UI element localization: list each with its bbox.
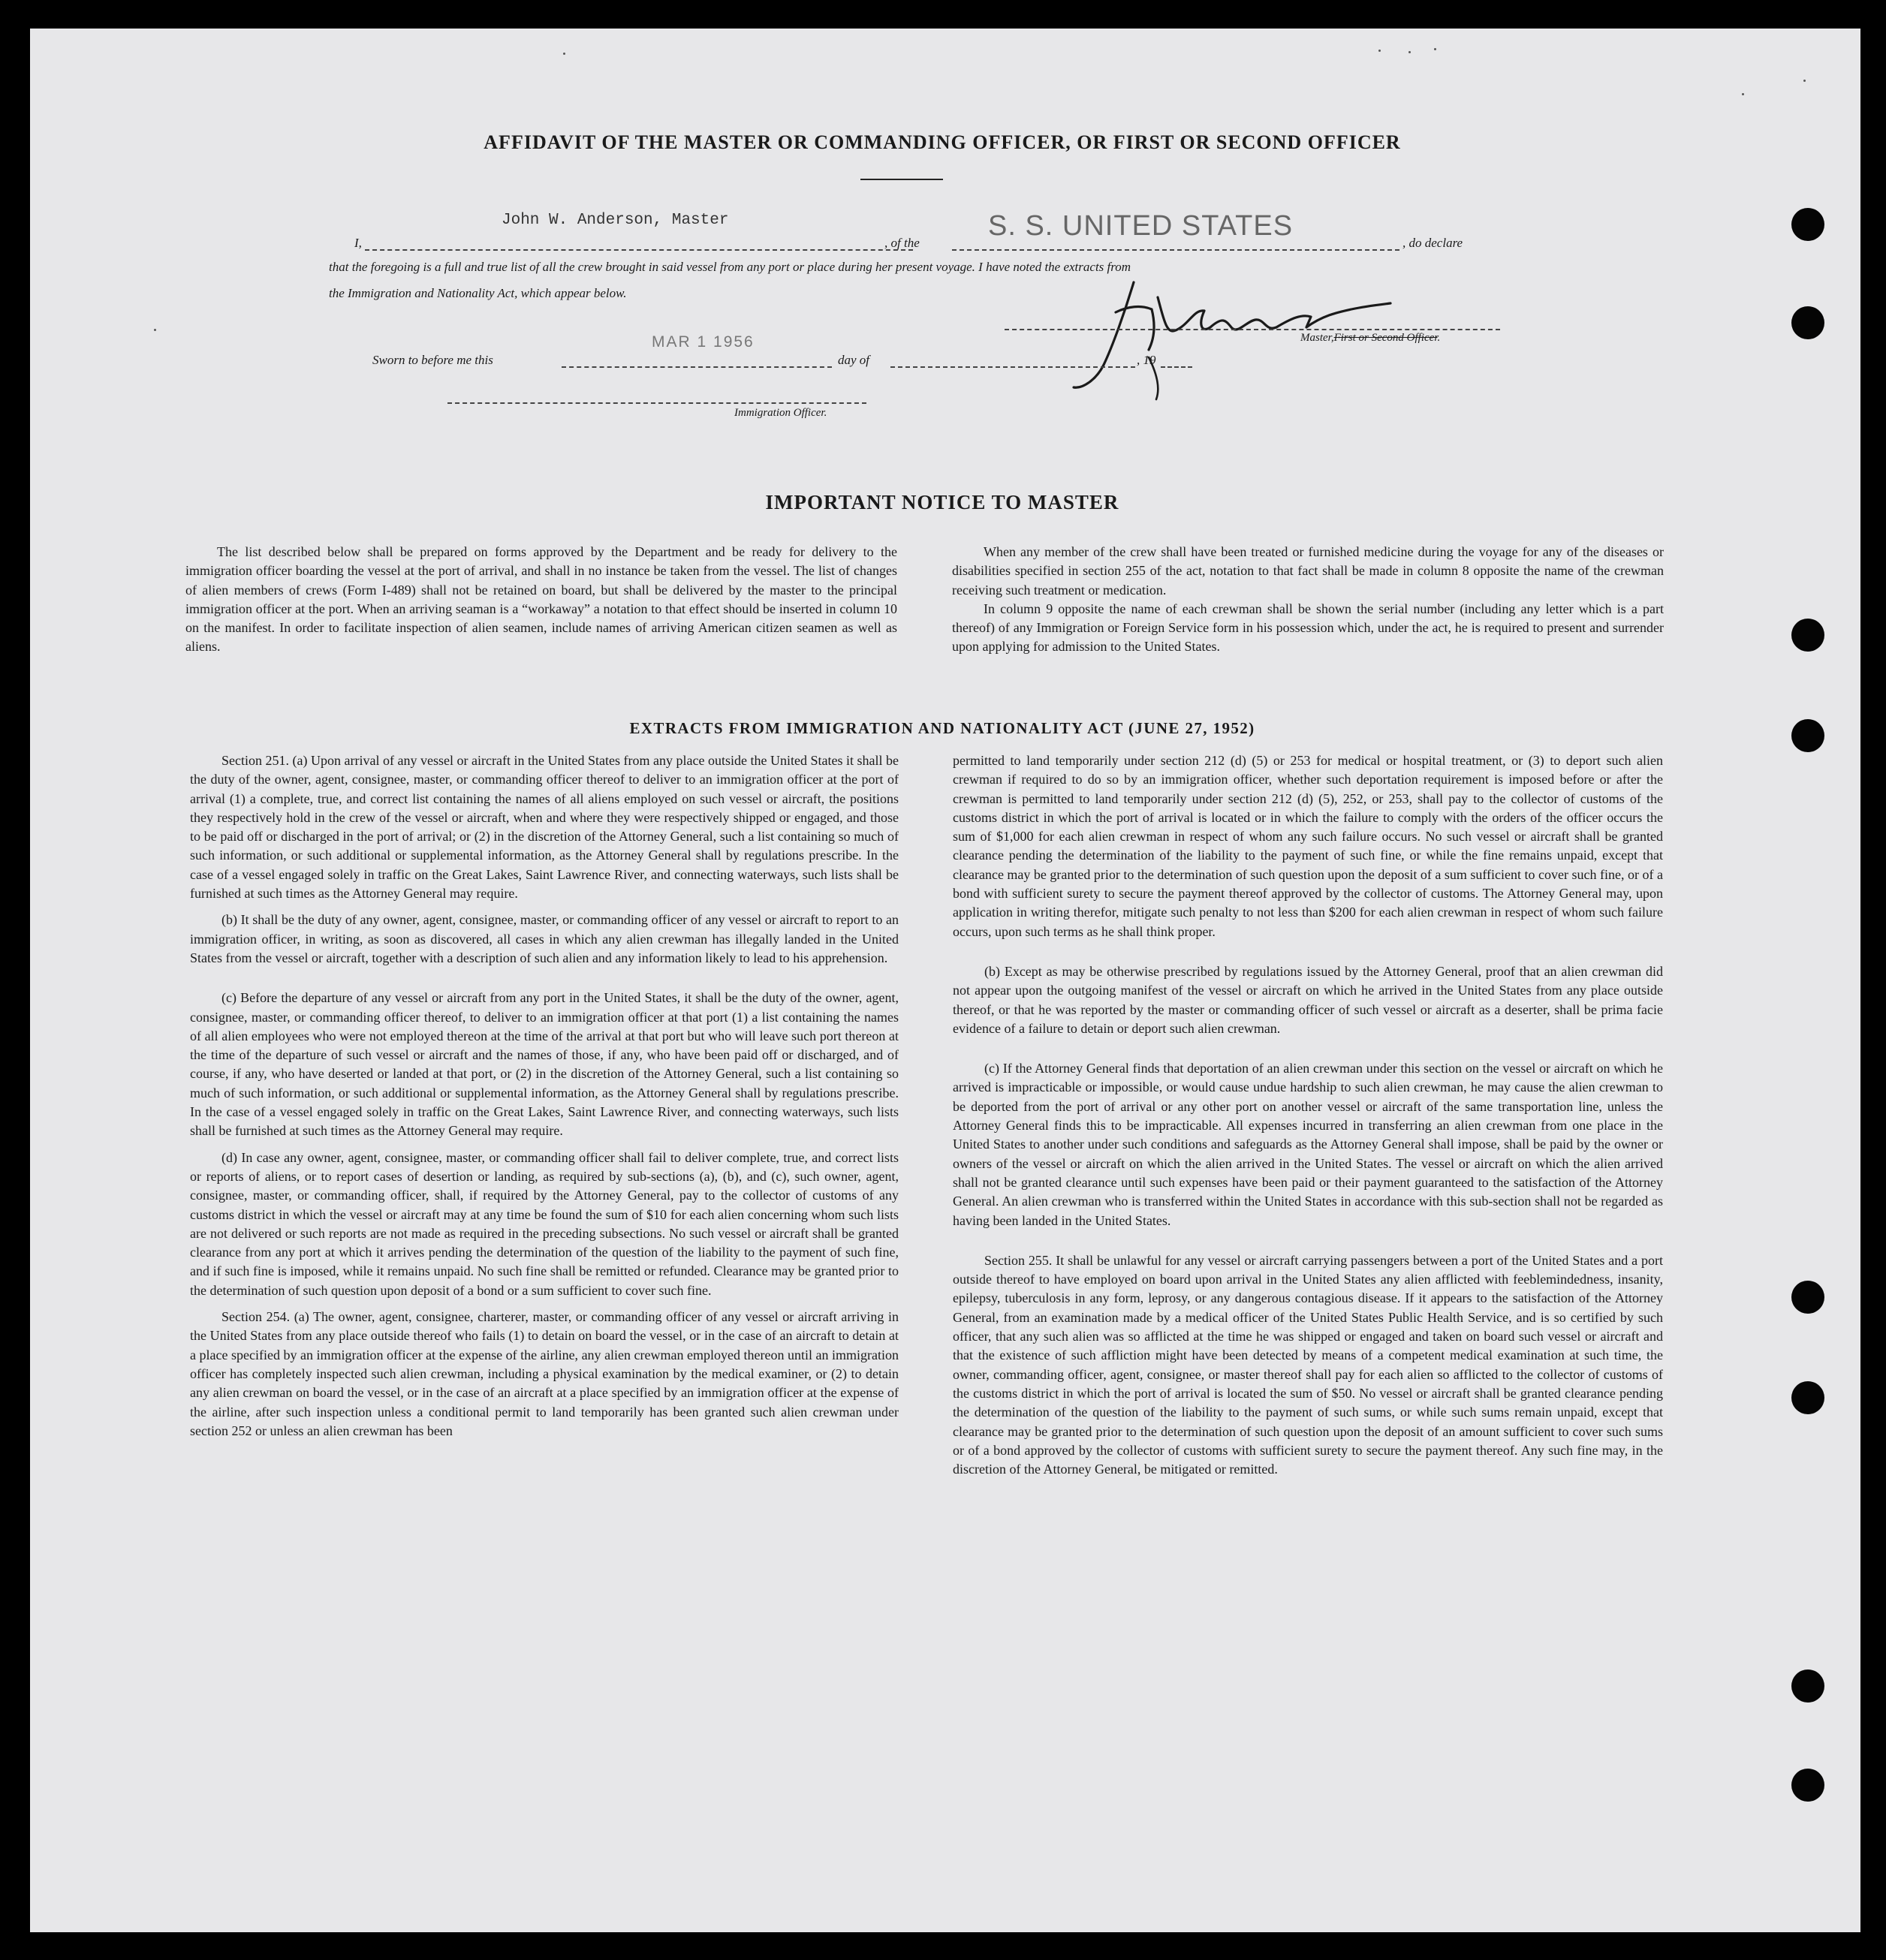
page-content: [30, 29, 1860, 1932]
punch-hole: [1791, 1281, 1824, 1314]
section-255: Section 255. It shall be unlawful for any vessel or aircraft carrying passengers between a port of the United States and a port outside thereof to have employed on board upon arrival in the United States any alien afflicted with feeblemindedness, insanity, epilepsy, tuberculosis in any form, leprosy, or any dangerous contagious disease. If it appears to the satisfaction of the Attorney General, from an examination made by a medical officer of the United States Public Health Service, and is so certified by such officer, that any such alien was so afflicted at the time he was shipped or engaged and taken on board such vessel or aircraft and that the existence of such affliction might have been detected by means of a competent medical examination at such time, the owner, commanding officer, agent, consignee, or master thereof shall pay for each alien so afflicted to the collector of customs of the customs district in which the port of arrival is located the sum of $50. No vessel or aircraft shall be granted clearance pending the determination of the question of the liability to the payment of such sums, or while such sums remain unpaid, except that clearance may be granted prior to the determination of such question upon the deposit of an amount sufficient to cover such sums or of a bond approved by the collector of customs with sufficient surety to secure the payment thereof. Any such fine may, in the discretion of the Attorney General, be mitigated or remitted.: [953, 1252, 1663, 1477]
sworn-date-line: [562, 366, 832, 368]
extracts-right-column: [953, 751, 1663, 1479]
section-251-b: (b) It shall be the duty of any owner, agent, consignee, master, or commanding officer of any vessel or aircraft to report to an immigration officer, in writing, as soon as discovered, all cases in which any alien crewman has illegally landed in the United States from the vessel or aircraft, together with a description of such alien and any information likely to lead to his apprehension.: [190, 912, 899, 965]
struck-officer-label: First or Second Officer: [1333, 332, 1438, 344]
notice-right-column: [952, 543, 1664, 657]
section-254-a-continued: permitted to land temporarily under section 212 (d) (5) or 253 for medical or hospital treatment, or (3) to deport such alien crewman if required to do so by an immigration officer, whether such deportation requirement is imposed before or after the crewman is permitted to land temporarily under section 212 (d) (5), 252, or 253, shall pay to the collector of customs of the customs district in which the port of arrival is located or in which the failure to comply with the orders of the officer occurs the sum of $1,000 for each alien crewman in respect of whom any such failure occurs. No such vessel or aircraft shall be granted clearance pending the determination of the liability to the payment of such fine, or while the fine remains unpaid, except that clearance may be granted prior to the determination of such question upon the deposit of a sum sufficient to cover such fine, or of a bond with sufficient surety to secure the payment thereof approved by the collector of customs. The Attorney General may, upon application in writing therefor, mitigate such penalty to not less than $200 for each alien crewman in respect of whom such failure occurs, upon such terms as he shall think proper.: [953, 753, 1663, 939]
punch-hole: [1791, 619, 1824, 652]
notice-paragraph: When any member of the crew shall have been treated or furnished medicine during the voyage for any of the diseases or disabilities specified in section 255 of the act, notation to that fact shall be made in column 8 opposite the name of the crewman receiving such treatment or medication.: [952, 544, 1664, 598]
officer-signature-line: [447, 402, 866, 404]
declaration-line-1: that the foregoing is a full and true list of all the crew brought in said vessel from any port or place during her present voyage. I have noted the extracts from: [329, 260, 1131, 274]
section-251-c: (c) Before the departure of any vessel or aircraft from any port in the United States, it shall be the duty of the owner, agent, consignee, master, or commanding officer thereof, to deliver to an immigration officer at that port (1) a list containing the names of all alien employees who were not employed thereon at the time of the arrival at that port but who will leave such port thereon at the time of the departure of such vessel or aircraft and the names of those, if any, who have been paid off or discharged, and of course, if any, who have deserted or landed at that port, or (2) in the discretion of the Attorney General, such a list containing so much of such information, or such additional or supplemental information, as the Attorney General shall by regulations prescribe. In the case of a vessel engaged solely in traffic on the Great Lakes, Saint Lawrence River, and connecting waterways, such lists shall be furnished at such times as the Attorney General may require.: [190, 990, 899, 1139]
vessel-name-stamp: S. S. UNITED STATES: [988, 210, 1294, 242]
year-line: [1161, 366, 1192, 368]
year-label: , 19: [1137, 353, 1156, 367]
notice-title: IMPORTANT NOTICE TO MASTER: [765, 491, 1119, 513]
section-251-a: Section 251. (a) Upon arrival of any vessel or aircraft in the United States from any place outside the United States it shall be the duty of the owner, agent, consignee, master, or commanding officer thereof to deliver to an immigration officer at the port of arrival (1) a complete, true, and correct list containing the names of all aliens employed on such vessel or aircraft, the positions they respectively hold in the crew of the vessel or aircraft, when and where they were respectively shipped or engaged, and those to be paid off or discharged in the port of arrival; or (2) in the discretion of the Attorney General, such a list containing so much of such information, or such additional or supplemental information, as the Attorney General shall by regulations prescribe. In the case of a vessel engaged solely in traffic on the Great Lakes, Saint Lawrence River, and connecting waterways, such lists shall be furnished at such times as the Attorney General may require.: [190, 753, 899, 902]
affidavit-title: AFFIDAVIT OF THE MASTER OR COMMANDING OFFICER, OR FIRST OR SECOND OFFICER: [484, 131, 1401, 153]
i-label: I,: [354, 236, 362, 250]
notice-paragraph: In column 9 opposite the name of each crewman shall be shown the serial number (including any letter which is a part thereof) of any Immigration or Foreign Service form in his possession which, under the act, he is required to present and surrender upon applying for admission to the United States.: [952, 601, 1664, 655]
title-rule: [860, 179, 943, 180]
notice-left-column: [185, 543, 897, 657]
paper-speck: [563, 53, 565, 55]
do-declare-label: , do declare: [1402, 236, 1463, 250]
section-254-b: (b) Except as may be otherwise prescribed by regulations issued by the Attorney General, proof that an alien crewman did not appear upon the outgoing manifest of the vessel or aircraft on which he arrived in the United States from any place outside thereof, or that he was reported by the master or commanding officer of such vessel or aircraft as a deserter, shall be prima facie evidence of a failure to detain or deport such alien crewman.: [953, 963, 1663, 1036]
master-label: Master,: [1300, 332, 1334, 344]
signature-line: [1005, 329, 1500, 330]
sworn-date-stamp: MAR 1 1956: [652, 333, 755, 351]
punch-hole: [1791, 306, 1824, 339]
paper-speck: [154, 329, 156, 331]
paper-speck: [1803, 80, 1806, 82]
immigration-officer-label: Immigration Officer.: [734, 407, 827, 419]
month-line: [890, 366, 1135, 368]
paper-speck: [1434, 48, 1436, 50]
sworn-label: Sworn to before me this: [372, 353, 493, 367]
punch-hole: [1791, 1669, 1824, 1703]
notice-paragraph: The list described below shall be prepared on forms approved by the Department and be ready for delivery to the immigration officer boarding the vessel at the port of arrival, and shall in no instance be taken from the vessel. The list of changes of alien members of crews (Form I-489) shall not be retained on board, but shall be delivered by the master to the principal immigration officer at the port. When an arriving seaman is a “workaway” a notation to that effect should be inserted in column 10 on the manifest. In order to facilitate inspection of alien seamen, include names of arriving American citizen seamen as well as aliens.: [185, 544, 897, 655]
document-page: [30, 29, 1860, 1932]
vessel-line: [952, 249, 1399, 251]
extracts-left-column: [190, 751, 899, 1441]
declaration-line-2: the Immigration and Nationality Act, which appear below.: [329, 286, 627, 300]
section-251-d: (d) In case any owner, agent, consignee, master, or commanding officer shall fail to deliver complete, true, and correct lists or reports of aliens, or to report cases of desertion or landing, as required by sub-sections (a), (b), and (c), such owner, agent, consignee, master, or commanding officer, shall, if required by the Attorney General, pay to the collector of customs of any customs district in which the vessel or aircraft may at any time be found the sum of $10 for each alien concerning whom such lists are not delivered or such reports are not made as required in the preceding subsections. No such vessel or aircraft shall be granted clearance from any port at which it arrives pending the determination of the question of the liability to the payment of such fine, and if such fine is imposed, while it remains unpaid. No such fine shall be remitted or refunded. Clearance may be granted prior to the determination of such question upon deposit of a bond or a sum sufficient to cover such fine.: [190, 1149, 899, 1298]
section-254-a: Section 254. (a) The owner, agent, consignee, charterer, master, or commanding officer of any vessel or aircraft arriving in the United States from any place outside thereof who fails (1) to detain on board the vessel, or in the case of an aircraft to detain at a place specified by an immigration officer at the expense of the airline, any alien crewman employed thereon until an immigration officer has completely inspected such alien crewman, including a physical examination by the medical examiner, or (2) to detain any alien crewman on board the vessel, or in the case of an aircraft at a place specified by an immigration officer at the expense of the airline, after such inspection unless a conditional permit to land temporarily has been granted such alien crewman under section 252 or unless an alien crewman has been: [190, 1309, 899, 1438]
punch-hole: [1791, 719, 1824, 752]
paper-speck: [1378, 50, 1381, 52]
master-name-field: John W. Anderson, Master: [502, 212, 729, 229]
paper-speck: [1742, 93, 1744, 95]
master-label-group: Master,First or Second Officer.: [1300, 332, 1441, 344]
of-the-label: , of the: [884, 236, 920, 250]
section-254-c: (c) If the Attorney General finds that deportation of an alien crewman under this section on the vessel or aircraft on which he arrived is impracticable or impossible, or would cause undue hardship to such alien crewman, he may cause the alien crewman to be deported from the port of arrival or any other port on another vessel or aircraft of the same transportation line, unless the Attorney General finds this to be impracticable. All expenses incurred in transferring an alien crewman from one place in the United States to another under such conditions and safeguards as the Attorney General shall impose, shall be paid by the owner or owners of the vessel or aircraft on which the alien arrived in the United States. The vessel or aircraft on which the alien arrived shall not be granted clearance until such expenses have been paid or their payment guaranteed to the satisfaction of the Attorney General. An alien crewman who is transferred within the United States in accordance with this sub-section shall not be regarded as having been landed in the United States.: [953, 1061, 1663, 1228]
day-of-label: day of: [838, 353, 870, 367]
name-line: [365, 249, 913, 251]
punch-hole: [1791, 1769, 1824, 1802]
paper-speck: [1408, 51, 1411, 53]
punch-hole: [1791, 208, 1824, 241]
extracts-title: EXTRACTS FROM IMMIGRATION AND NATIONALITY ACT (JUNE 27, 1952): [629, 719, 1255, 737]
punch-hole: [1791, 1381, 1824, 1414]
